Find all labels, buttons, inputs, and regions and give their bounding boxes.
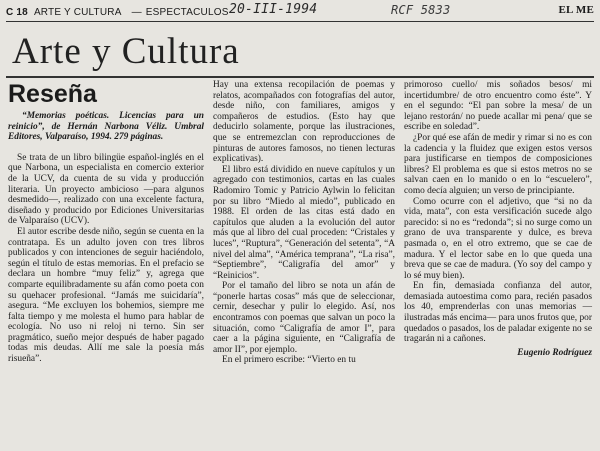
paragraph: primoroso cuello/ mis soñados besos/ mi incertidumbre/ de otro encuentro como éste”. Y en el segundo: “El pan sobre la mesa/ de un lejano restorán/ no puede acallar mi pena/ que se escribe en soledad”. xyxy=(404,80,592,133)
review-heading: Reseña xyxy=(8,80,97,108)
page-number: C 18 xyxy=(6,6,28,18)
author-byline: Eugenio Rodríguez xyxy=(517,347,592,358)
handwritten-date: 20-III-1994 xyxy=(229,2,318,17)
page-header xyxy=(6,4,594,20)
paragraph: Se trata de un libro bilingüe español-inglés en el que Narbona, un especialista en comercio exterior de la UCV, da cuenta de su vida y producción literaria. Un proyecto ambicioso —para algunos desmedido—, realizado con una excelente factura, diseñado y producido por Ediciones Universitarias de Valparaíso (UCV). xyxy=(8,152,204,227)
header-separator: — xyxy=(131,6,142,18)
title-rule xyxy=(6,76,594,78)
header-rule xyxy=(6,21,594,22)
bibliographic-note: “Memorias poéticas. Licencias para un reinicio”, de Hernán Narbona Véliz. Umbral Editores, Valparaíso, 1994. 279 páginas. xyxy=(8,111,204,143)
subsection-name: ESPECTACULOS xyxy=(145,6,229,18)
paragraph: En fin, demasiada confianza del autor, demasiada autoestima como para, recién pasados los 40, emprenderlas con unas memorias —ilustradas más encima— para unos frutos que, por quedados o pasados, los de paladar exigente no se tragarán ni a cañones. xyxy=(404,281,592,345)
paragraph: Como ocurre con el adjetivo, que “si no da vida, mata”, con esta versificación sucede algo parecido: si no es “redonda”; si no surge como un grano de uva transparente y dulce, es breva pasmada o, en el otro extremo, que se cae de madura. Y el lector sabe en lo que queda una breva que se cae de madura. (Yo soy del campo y lo sé muy bien). xyxy=(404,196,592,281)
section-name: ARTE Y CULTURA xyxy=(33,6,122,18)
paragraph: Hay una extensa recopilación de poemas y relatos, acompañados con fotografías del autor, desde niño, con familiares, amigos y compañeros de estudios. (Esto hay que deducirlo solamente, porque las ilustraciones, que se entremezclan con reproducciones de pinturas de autores famosos, no tienen lecturas explicativas). xyxy=(213,80,395,165)
paragraph: El autor escribe desde niño, según se cuenta en la contratapa. Es un adulto joven con tres libros publicados y con intenciones de seguir haciéndolo, según el título de estas memorias. En el prefacio se declara un hombre “muy feliz” y, agrega que comparte equilibradamente su afán como poeta con su quehacer profesional. “Jamás me suicidaría”, asegura. “Me excluyen los bohemios, siempre me falta tiempo y me molesta el humo para hablar de ecología. No uso ni reloj ni terno. Sin ser pragmático, sueño mejor después de haber pagado todas mis deudas. Allí me sale la poesía más risueña”. xyxy=(8,226,204,365)
section-title: Arte y Cultura xyxy=(12,31,240,72)
column-3 xyxy=(404,80,592,358)
paragraph: El libro está dividido en nueve capítulos y un agregado con testimonios, cartas en las cuales Radomiro Tomic y Patricio Aylwin lo felicitan por su libro “Miedo al miedo”, publicado en 1988. El orden de las citas está dado en capítulos que aluden a la evolución del autor más que al libro del cual proceden: “Cristales y luces”, “Ruptura”, “Generación del setenta”, “A nivel del alma”, “América temprana”, “La risa”, “Septiembre”, “Caligrafía del amor” y “Reinicios”. xyxy=(213,164,395,281)
column-2 xyxy=(213,80,395,366)
archive-code: RCF 5833 xyxy=(391,3,451,17)
paragraph: En el primero escribe: “Vierto en tu xyxy=(222,355,356,366)
column-1 xyxy=(8,80,204,365)
paragraph: ¿Por qué ese afán de medir y rimar si no es con la cadencia y la fluidez que exigen estos versos para justificarse en tiempos de composiciones libres? El problema es que si estos metros no se salvan caen en lo manido o en lo “escuelero”, como decía alguien; un verso de principiante. xyxy=(404,132,592,196)
paragraph: Por el tamaño del libro se nota un afán de “ponerle hartas cosas” más que de seleccionar, cernir, desechar y pulir lo elegido. Así, nos encontramos con poemas que salvan un poco la situación, como “Caligrafía de amor I”, para caer a la página siguiente, en “Caligrafía de amor II”, por ejemplo. xyxy=(213,281,395,355)
newspaper-name: EL ME xyxy=(558,4,594,16)
